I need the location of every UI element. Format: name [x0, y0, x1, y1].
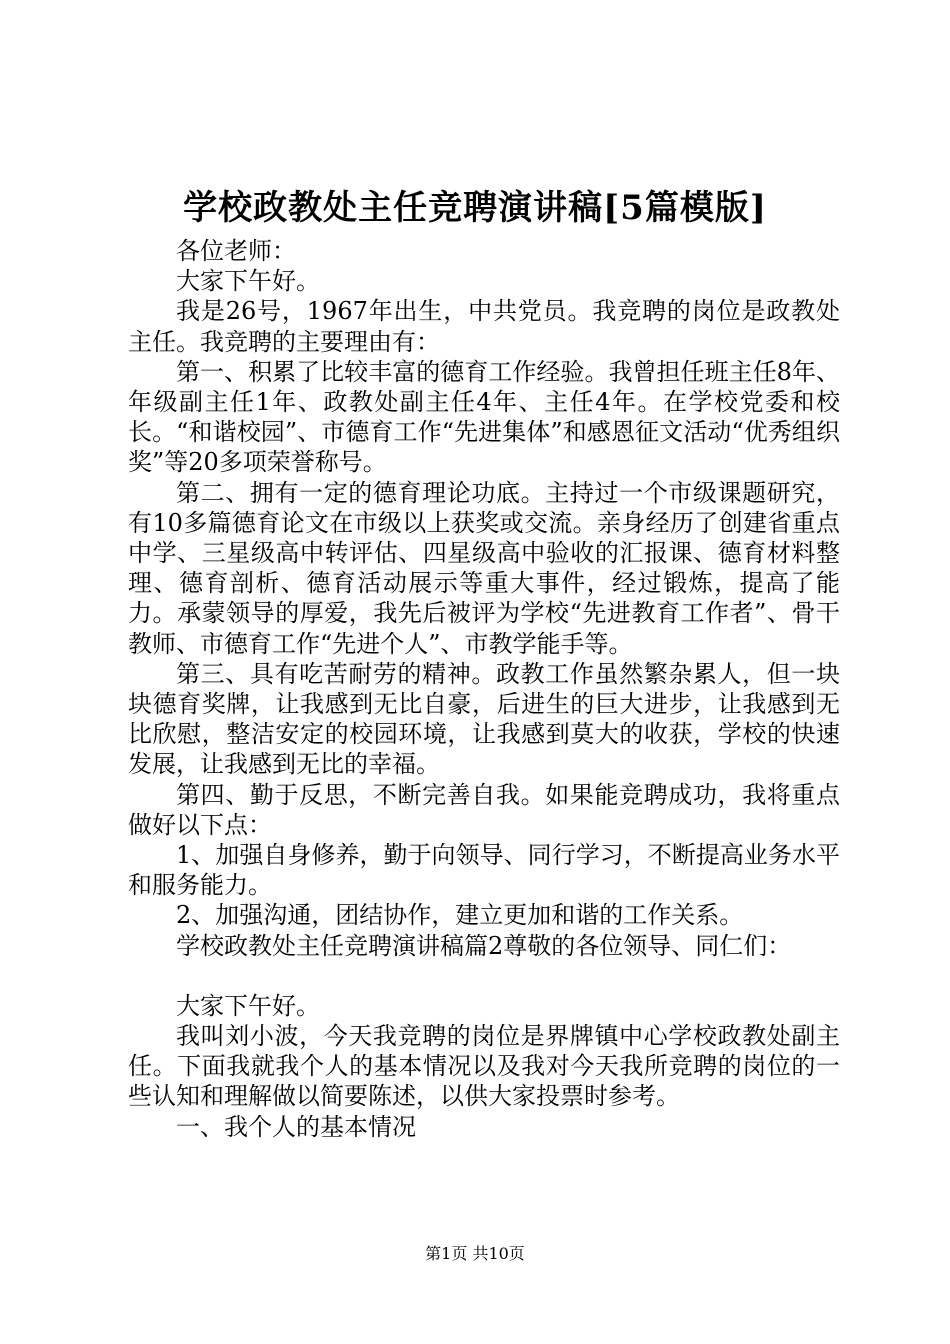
page-number-footer: 第1页 共10页 — [425, 1244, 525, 1263]
section-heading: 一、我个人的基本情况 — [176, 1112, 416, 1141]
reason-two-paragraph: 第二、拥有一定的德育理论功底。主持过一个市级课题研究，有10多篇德育论文在市级以上获奖或交流。亲身经历了创建省重点中学、三星级高中转评估、四星级高中验收的汇报课、德育材料整理、德育剖析、德育活动展示等重大事件，经过锻炼，提高了能力。承蒙领导的厚爱，我先后被评为学校“先进教育工作者”、骨干教师、市德育工作“先进个人”、市教学能手等。 — [128, 478, 840, 658]
greeting-paragraph: 大家下午好。 — [176, 267, 320, 296]
self-intro-paragraph: 我叫刘小波，今天我竞聘的岗位是界牌镇中心学校政教处副主任。下面我就我个人的基本情况以及我对今天我所竞聘的岗位的一些认知和理解做以简要陈述，以供大家投票时参考。 — [128, 1022, 840, 1111]
document-body — [128, 236, 840, 1142]
reason-four-paragraph: 第四、勤于反思，不断完善自我。如果能竞聘成功，我将重点做好以下点： — [128, 780, 840, 839]
document-title: 学校政教处主任竞聘演讲稿[5篇模版] — [183, 188, 767, 228]
salutation-paragraph: 各位老师： — [176, 237, 296, 265]
intro-paragraph: 我是26号，1967年出生，中共党员。我竞聘的岗位是政教处主任。我竞聘的主要理由有： — [128, 297, 840, 356]
plan-item-two: 2、加强沟通，团结协作，建立更加和谐的工作关系。 — [176, 901, 744, 930]
plan-item-one: 1、加强自身修养，勤于向领导、同行学习，不断提高业务水平和服务能力。 — [128, 841, 840, 900]
reason-three-paragraph: 第三、具有吃苦耐劳的精神。政教工作虽然繁杂累人，但一块块德育奖牌，让我感到无比自豪，后进生的巨大进步，让我感到无比欣慰，整洁安定的校园环境，让我感到莫大的收获，学校的快速发展，让我感到无比的幸福。 — [128, 659, 840, 779]
greeting-paragraph-2: 大家下午好。 — [176, 991, 320, 1020]
speech-two-heading: 学校政教处主任竞聘演讲稿篇2尊敬的各位领导、同仁们： — [176, 931, 792, 960]
reason-one-paragraph: 第一、积累了比较丰富的德育工作经验。我曾担任班主任8年、年级副主任1年、政教处副主任4年、主任4年。在学校党委和校长。“和谐校园”、市德育工作“先进集体”和感恩征文活动“优秀组织奖”等20多项荣誉称号。 — [128, 357, 840, 477]
